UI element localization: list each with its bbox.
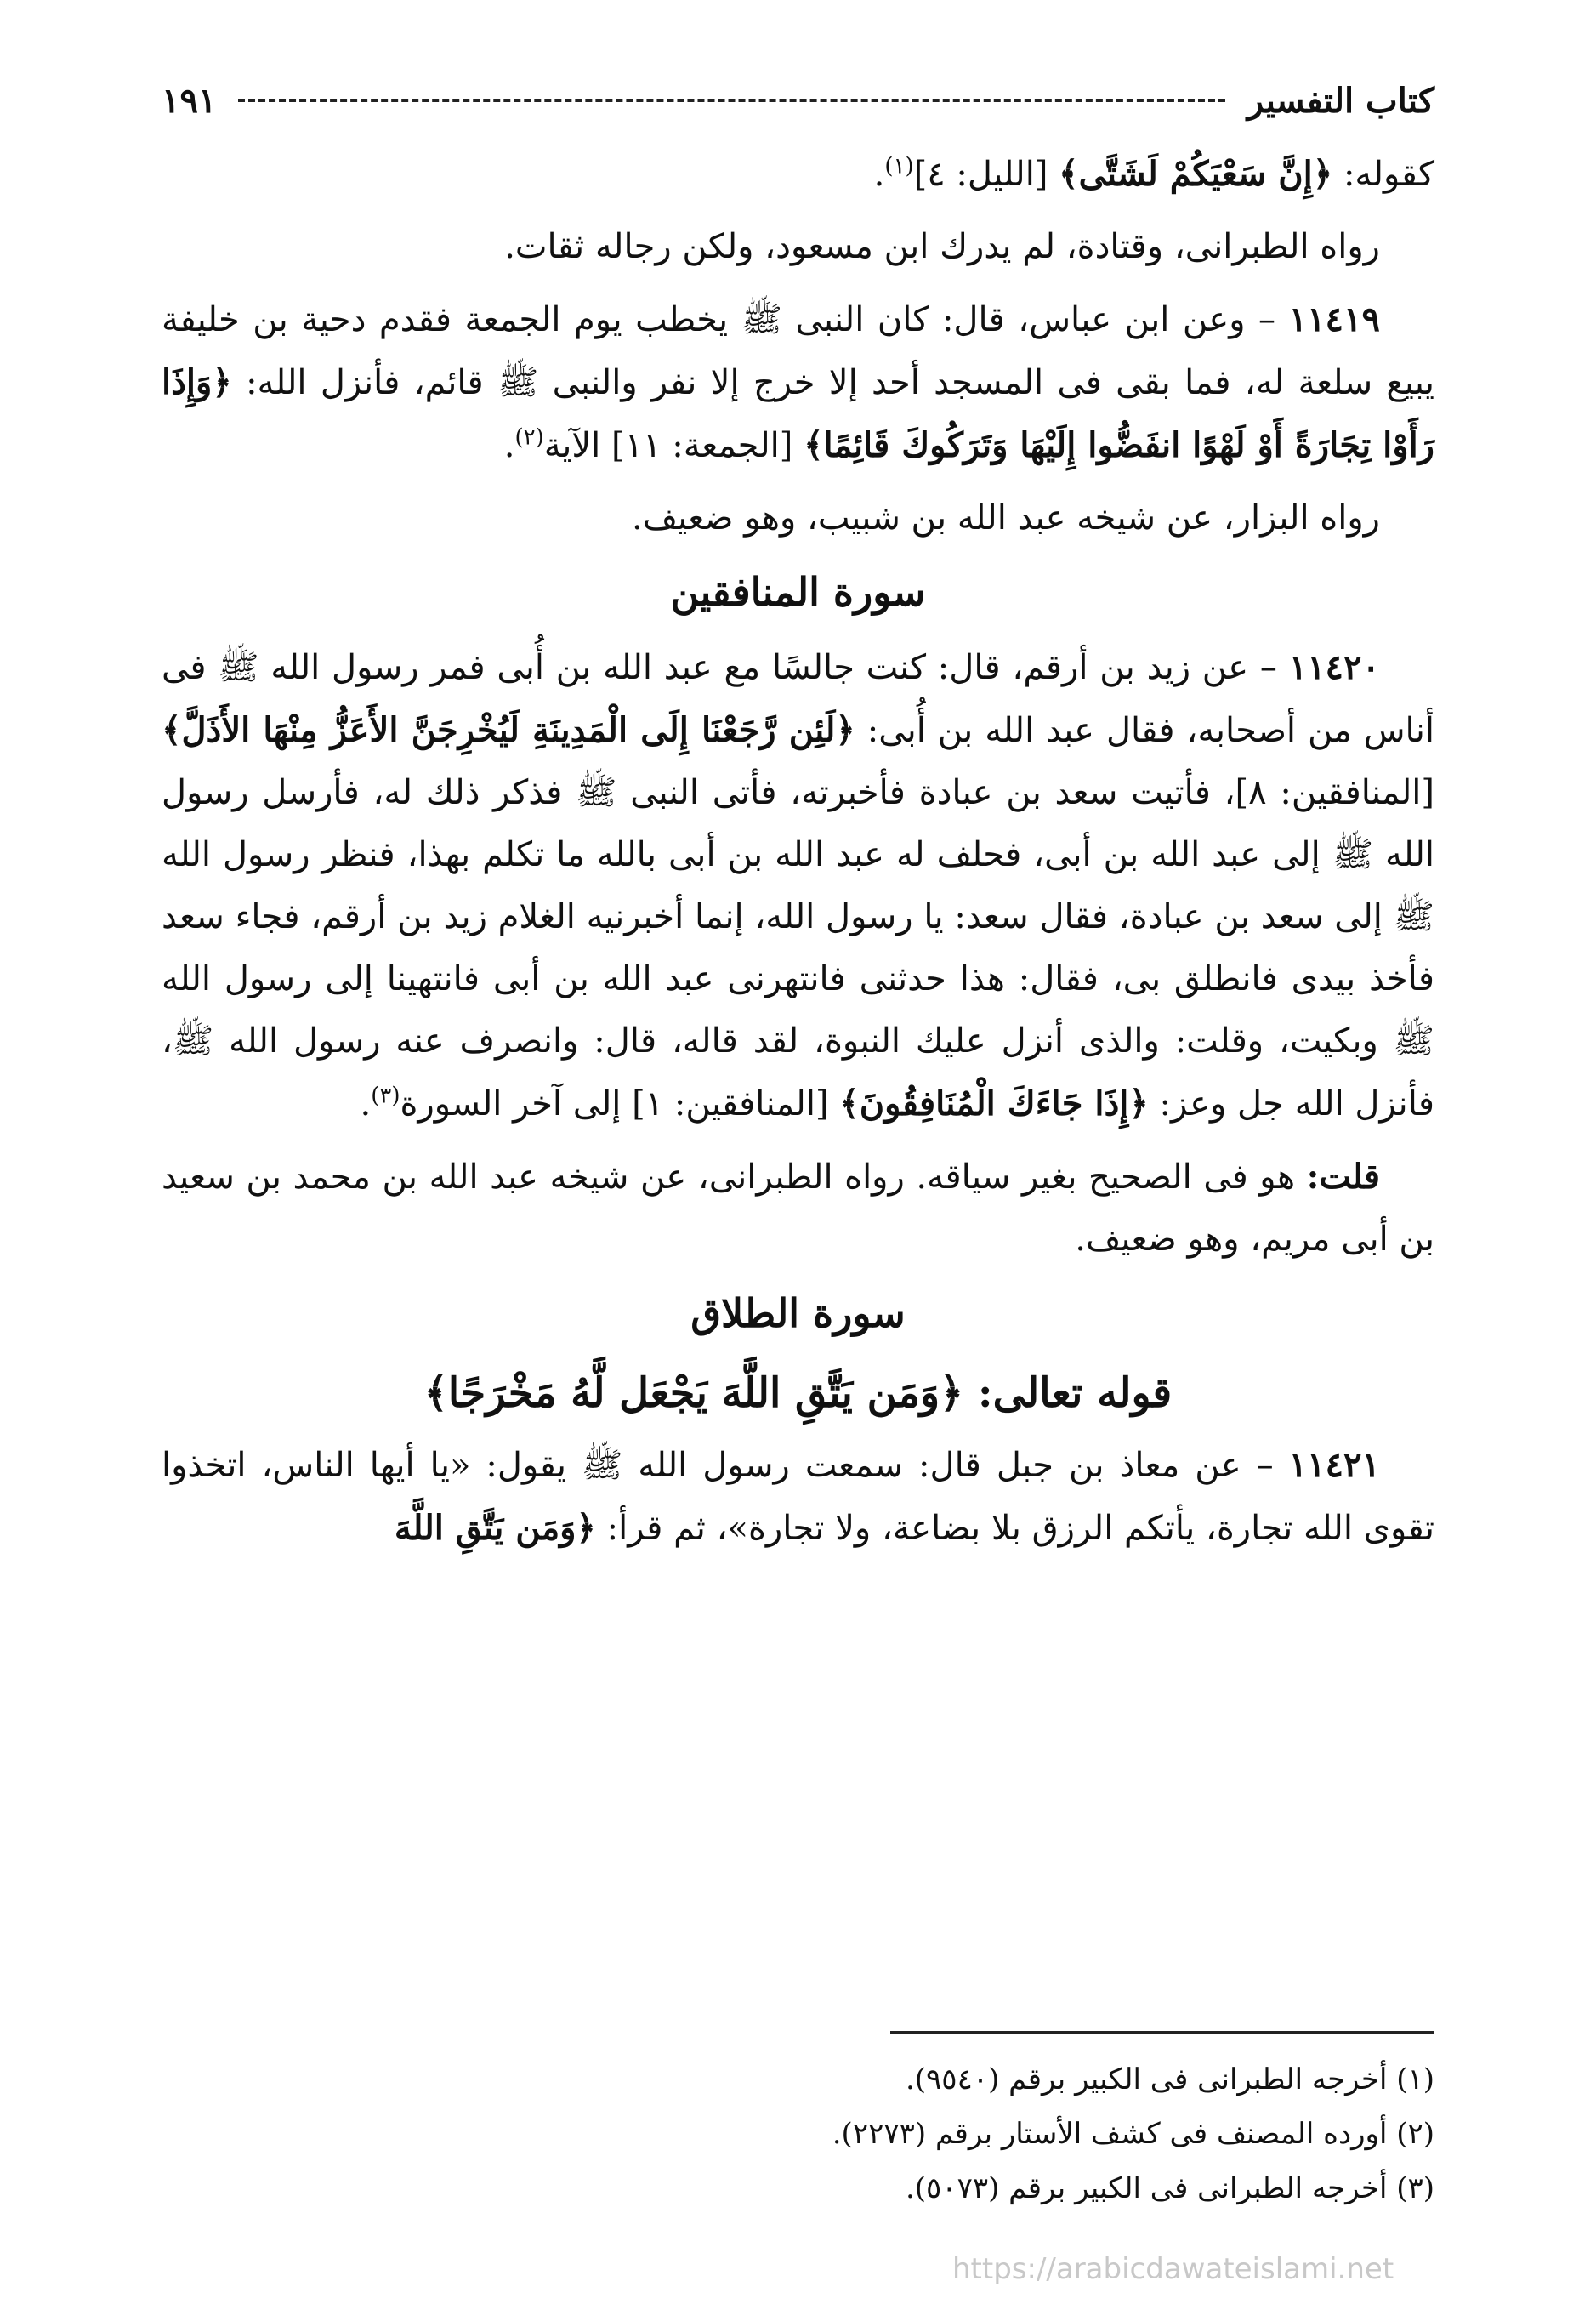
commentary-label: قلت: [1306, 1157, 1380, 1197]
punctuation: . [503, 426, 515, 465]
commentary-text: هو فى الصحيح بغير سياقه. رواه الطبرانى، عن شيخه عبد الله بن محمد بن سعيد بن أبى مريم، وهو ضعيف. [162, 1158, 1434, 1259]
quran-verse: ﴿وَإِذَا رَأَوْا تِجَارَةً أَوْ لَهْوًا انفَضُّوا إِلَيْهَا وَتَرَكُوكَ قَائِمًا﴾ [162, 362, 1434, 465]
main-text [162, 143, 1434, 1570]
footnote-2: (٢) أورده المصنف فى كشف الأستار برقم (٢٢٧٣). [832, 2117, 1434, 2151]
punctuation: . [360, 1084, 372, 1124]
paragraph-grading-1: رواه الطبرانى، وقتادة، لم يدرك ابن مسعود، ولكن رجاله ثقات. [504, 227, 1380, 266]
page-number: ١٩١ [162, 80, 217, 121]
footnote-3: (٣) أخرجه الطبرانى فى الكبير برقم (٥٠٧٣). [905, 2171, 1434, 2205]
quran-verse: ﴿إِنَّ سَعْيَكُمْ لَشَتَّى﴾ [1059, 154, 1333, 194]
paragraph-text: كقوله: [1332, 155, 1434, 194]
paragraph-commentary [162, 1146, 1434, 1271]
running-header [162, 75, 1434, 126]
punctuation: . [873, 155, 885, 194]
footnotes [832, 2031, 1434, 2216]
hadith-number: ١١٤٢٠ [1288, 647, 1380, 687]
quran-verse: ﴿وَمَن يَتَّقِ اللَّهَ يَجْعَل لَّهُ مَخْرَجًا﴾ [423, 1369, 964, 1417]
verse-reference: [الليل: ٤] [913, 155, 1059, 194]
surah-heading-talaq: سورة الطلاق [690, 1290, 906, 1336]
surah-heading-munafiqun: سورة المنافقين [670, 569, 926, 615]
quran-verse: ﴿وَمَن يَتَّقِ اللَّهَ [394, 1508, 596, 1548]
footnote-rule [890, 2031, 1434, 2034]
paragraph-grading-2: رواه البزار، عن شيخه عبد الله بن شبيب، وهو ضعيف. [632, 498, 1380, 538]
header-dashed-rule [238, 99, 1224, 102]
verse-reference: [الجمعة: ١١] الآية [543, 426, 804, 465]
verse-reference: [المنافقين: ١] إلى آخر السورة [400, 1084, 840, 1124]
hadith-text: – عن معاذ بن جبل قال: سمعت رسول الله ﷺ يقول: «يا أيها الناس، اتخذوا تقوى الله تجارة، يأتكم الرزق بلا بضاعة، ولا تجارة»، ثم قرأ: [162, 1446, 1434, 1548]
paragraph-quote-layl [162, 143, 1434, 206]
watermark-url: https://arabicdawateislami.net [952, 2252, 1394, 2286]
hadith-number: ١١٤٢١ [1288, 1445, 1380, 1485]
hadith-11420 [162, 636, 1434, 1135]
hadith-11421 [162, 1434, 1434, 1560]
book-page [162, 0, 1434, 2321]
verse-heading [162, 1357, 1434, 1429]
book-section-title: كتاب التفسير [1247, 80, 1434, 121]
footnote-marker: (٣) [371, 1083, 400, 1109]
hadith-text-continued: [المنافقين: ٨]، فأتيت سعد بن عبادة فأخبرته، فأتى النبى ﷺ فذكر ذلك له، فأرسل رسول الله ﷺ إلى عبد الله بن أبى، فحلف له عبد الله بن أبى بالله ما تكلم بهذا، فنظر رسول الله ﷺ إلى سعد بن عبادة، فقال سعد: يا رسول الله، إنما أخبرنيه الغلام زيد بن أرقم، فجاء سعد فأخذ بيدى فانطلق بى، فقال: هذا حدثنى فانتهرنى عبد الله بن أبى فانتهينا إلى رسول الله ﷺ وبكيت، وقلت: والذى أنزل عليك النبوة، لقد قاله، قال: وانصرف عنه رسول الله ﷺ، فأنزل الله جل وعز: [162, 773, 1434, 1124]
hadith-number: ١١٤١٩ [1288, 299, 1380, 339]
verse-heading-prefix: قوله تعالى: [963, 1369, 1173, 1417]
footnote-1: (١) أخرجه الطبرانى فى الكبير برقم (٩٥٤٠). [905, 2062, 1434, 2096]
footnote-marker: (١) [884, 153, 914, 179]
hadith-11419 [162, 288, 1434, 477]
quran-verse: ﴿إِذَا جَاءَكَ الْمُنَافِقُونَ﴾ [839, 1084, 1149, 1124]
hadith-text: – عن زيد بن أرقم، قال: كنت جالسًا مع عبد الله بن أُبى فمر رسول الله ﷺ فى أناس من أصحابه، فقال عبد الله بن أُبى: [162, 648, 1434, 750]
hadith-text: – وعن ابن عباس، قال: كان النبى ﷺ يخطب يوم الجمعة فقدم دحية بن خليفة يبيع سلعة له، فما بقى فى المسجد أحد إلا خرج إلا نفر والنبى ﷺ قائم، فأنزل الله: [162, 300, 1434, 402]
footnote-marker: (٢) [514, 424, 544, 451]
quran-verse: ﴿لَئِن رَّجَعْنَا إِلَى الْمَدِينَةِ لَيُخْرِجَنَّ الأَعَزُّ مِنْهَا الأَذَلَّ﴾ [162, 710, 855, 750]
